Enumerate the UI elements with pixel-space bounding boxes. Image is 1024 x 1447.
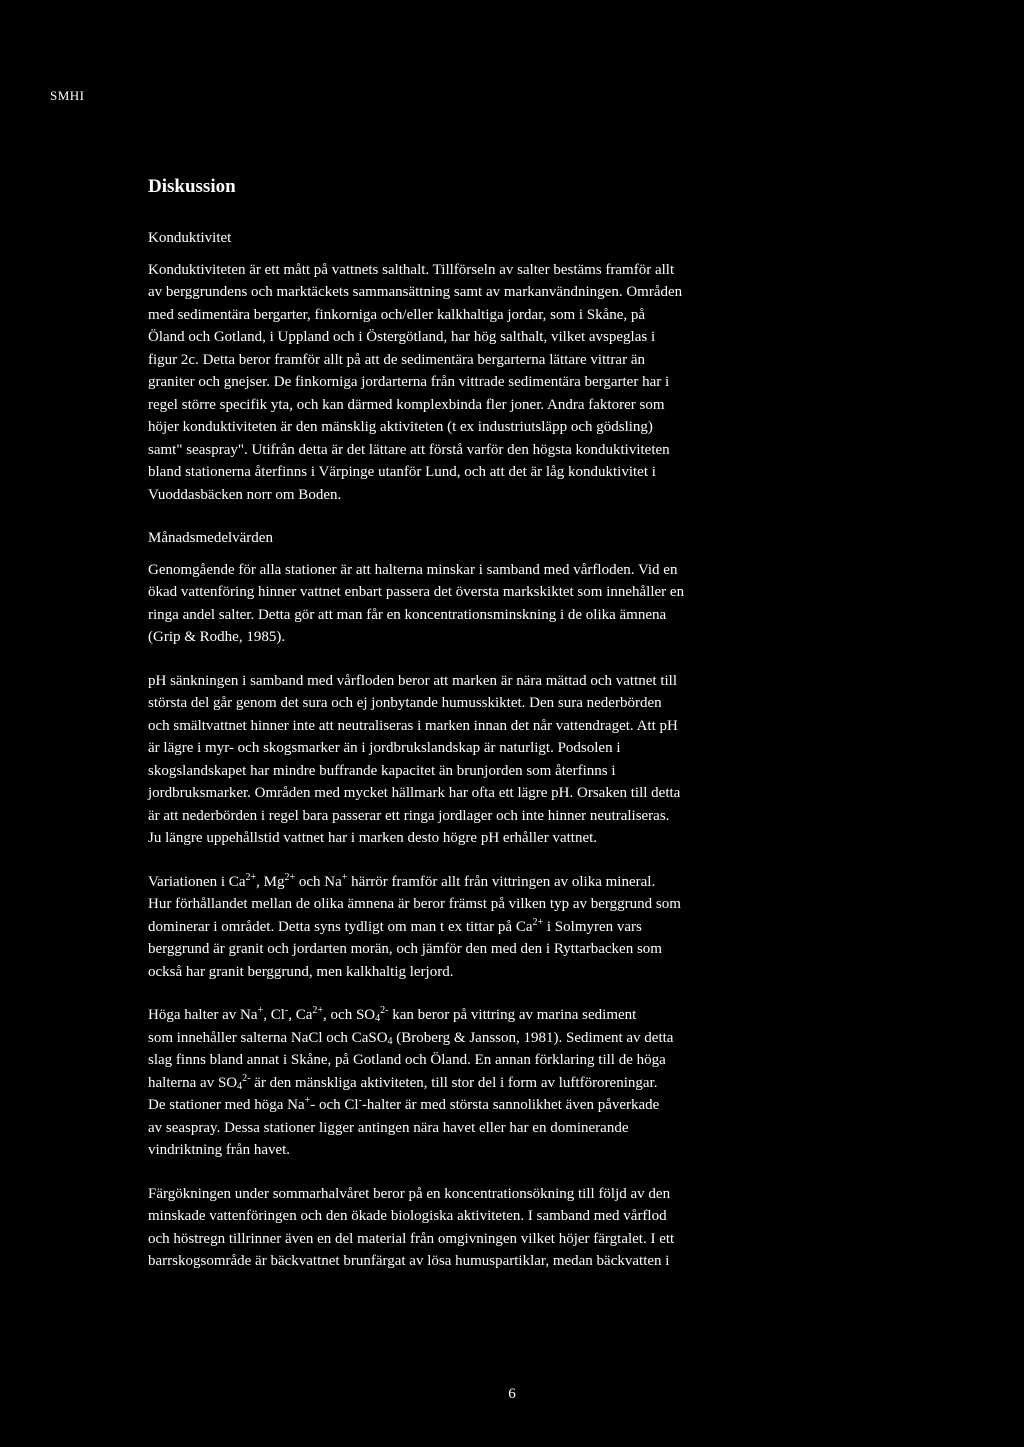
text-line: Genomgående för alla stationer är att halterna minskar i samband med vårfloden. Vid en	[148, 561, 678, 578]
text-line: bland stationerna återfinns i Värpinge utanför Lund, och att det är låg konduktivitet i	[148, 464, 656, 480]
text-span: kan beror på vittring av marina sediment	[388, 1007, 637, 1023]
subheading-manadsmedel: Månadsmedelvärden	[148, 530, 273, 546]
text-line: Öland och Gotland, i Uppland och i Östergötland, har hög salthalt, vilket avspeglas i	[148, 329, 656, 345]
text-span: och Na	[295, 873, 342, 890]
text-line	[148, 1004, 878, 1027]
text-line: av berggrundens och marktäckets sammansättning samt av markanvändningen. Områden	[148, 284, 683, 300]
text-line: slag finns bland annat i Skåne, på Gotland och Öland. En annan förklaring till de höga	[148, 1052, 666, 1068]
text-line: jordbruksmarker. Områden med mycket hällmark har ofta ett lägre pH. Orsaken till detta	[148, 785, 681, 801]
text-span: De stationer med höga Na	[148, 1097, 305, 1113]
paragraph-varflod	[148, 559, 878, 649]
text-line: (Grip & Rodhe, 1985).	[148, 629, 286, 645]
paragraph-konduktivitet	[148, 259, 878, 507]
text-line	[148, 916, 878, 939]
text-span: i Solmyren vars	[543, 918, 642, 935]
subheading-konduktivitet: Konduktivitet	[148, 230, 232, 246]
text-line: Färgökningen under sommarhalvåret beror på en koncentrationsökning till följd av den	[148, 1185, 671, 1202]
superscript: -	[284, 1005, 289, 1016]
text-span: är den mänskliga aktiviteten, till stor del i form av luftföroreningar.	[250, 1074, 658, 1091]
text-line: samt" seaspray". Utifrån detta är det lättare att förstå varför den högsta konduktiviteten	[148, 441, 670, 458]
text-span: -halter är med största sannolikhet även påverkade	[361, 1097, 660, 1113]
text-line: regel större specifik yta, och kan därmed komplexbinda fler joner. Andra faktorer som	[148, 396, 665, 413]
superscript: 2-	[380, 1005, 389, 1016]
superscript: +	[304, 1095, 311, 1106]
text-span: Variationen i Ca	[148, 873, 246, 890]
subscript: 4	[387, 1035, 393, 1047]
text-line: minskade vattenföringen och den ökade biologiska aktiviteten. I samband med vårflod	[148, 1208, 667, 1224]
text-span: , Cl	[263, 1007, 285, 1023]
text-line: Hur förhållandet mellan de olika ämnena är beror främst på vilken typ av berggrund som	[148, 896, 681, 912]
superscript: -	[358, 1095, 362, 1106]
text-line: pH sänkningen i samband med vårfloden beror att marken är nära mättad och vattnet till	[148, 672, 677, 689]
text-line	[148, 1094, 878, 1117]
section-title: Diskussion	[148, 176, 236, 197]
text-line: figur 2c. Detta beror framför allt på att de sedimentära bergarterna lättare vittrar än	[148, 351, 645, 368]
text-span: (Broberg & Jansson, 1981). Sediment av detta	[392, 1029, 674, 1046]
superscript: 2-	[242, 1072, 251, 1084]
superscript: 2+	[532, 916, 544, 928]
text-span: , och SO	[323, 1007, 376, 1023]
superscript: +	[257, 1005, 264, 1016]
text-span: - och Cl	[310, 1097, 359, 1113]
text-line: graniter och gnejser. De finkorniga jordarterna från vittrade sedimentära bergarter har i	[148, 374, 670, 390]
text-span: , Mg	[256, 873, 285, 890]
text-line: höjer konduktiviteten är den mänsklig aktiviteten (t ex industriutsläpp och gödsling)	[148, 419, 653, 435]
text-line: Vuoddasbäcken norr om Boden.	[148, 486, 342, 503]
text-line: ökad vattenföring hinner vattnet enbart passera det översta markskiktet som innehåller en	[148, 584, 685, 600]
text-line: Ju längre uppehållstid vattnet har i marken desto högre pH erhåller vattnet.	[148, 830, 598, 846]
text-line: också har granit berggrund, men kalkhaltig lerjord.	[148, 963, 454, 980]
text-line: vindriktning från havet.	[148, 1142, 291, 1158]
text-line: största del går genom det sura och ej jonbytande humusskiktet. Den sura nederbörden	[148, 695, 662, 711]
subscript: 4	[375, 1013, 381, 1024]
text-line: ringa andel salter. Detta gör att man får en koncentrationsminskning i de olika ämnena	[148, 606, 667, 623]
superscript: +	[341, 871, 348, 883]
text-line: barrskogsområde är bäckvattnet brunfärgat av lösa humuspartiklar, medan bäckvatten i	[148, 1253, 670, 1269]
text-span: halterna av SO	[148, 1074, 238, 1091]
text-span: dominerar i området. Detta syns tydligt om man t ex tittar på Ca	[148, 918, 533, 935]
text-line: och höstregn tillrinner även en del material från omgivningen vilket höjer färgtalet. I ett	[148, 1230, 675, 1247]
text-span: , Ca	[288, 1007, 313, 1023]
text-line	[148, 1072, 878, 1095]
paragraph-hoga-halter	[148, 1004, 878, 1162]
text-line: av seaspray. Dessa stationer ligger antingen nära havet eller har en dominerande	[148, 1119, 629, 1136]
paragraph-fargokning	[148, 1183, 878, 1273]
text-span: härrör framför allt från vittringen av olika mineral.	[347, 873, 656, 890]
text-line	[148, 871, 878, 894]
page-content	[148, 175, 878, 1273]
subscript: 4	[237, 1080, 243, 1092]
superscript: 2+	[312, 1005, 324, 1016]
text-line: är att nederbörden i regel bara passerar ett ringa jordlager och inte hinner neutraliseras.	[148, 807, 670, 824]
header-org: SMHI	[50, 88, 85, 103]
text-line	[148, 1027, 878, 1050]
superscript: 2+	[284, 871, 296, 883]
text-line: Konduktiviteten är ett mått på vattnets salthalt. Tillförseln av salter bestäms framför allt	[148, 261, 675, 278]
page-number: 6	[508, 1386, 516, 1402]
text-line: med sedimentära bergarter, finkorniga och/eller kalkhaltiga jordar, som i Skåne, på	[148, 306, 646, 323]
superscript: 2+	[245, 871, 257, 883]
text-line: skogslandskapet har mindre buffrande kapacitet än brunjorden som återfinns i	[148, 762, 616, 779]
text-span: som innehåller salterna NaCl och CaSO	[148, 1029, 388, 1046]
paragraph-variation	[148, 871, 878, 984]
text-line: och smältvattnet hinner inte att neutraliseras i marken innan det når vattendraget. Att pH	[148, 717, 678, 734]
text-line: berggrund är granit och jordarten morän, och jämför den med den i Ryttarbacken som	[148, 941, 662, 957]
paragraph-ph	[148, 670, 878, 850]
text-span: Höga halter av Na	[148, 1007, 258, 1023]
text-line: är lägre i myr- och skogsmarker än i jordbrukslandskap är naturligt. Podsolen i	[148, 740, 621, 756]
